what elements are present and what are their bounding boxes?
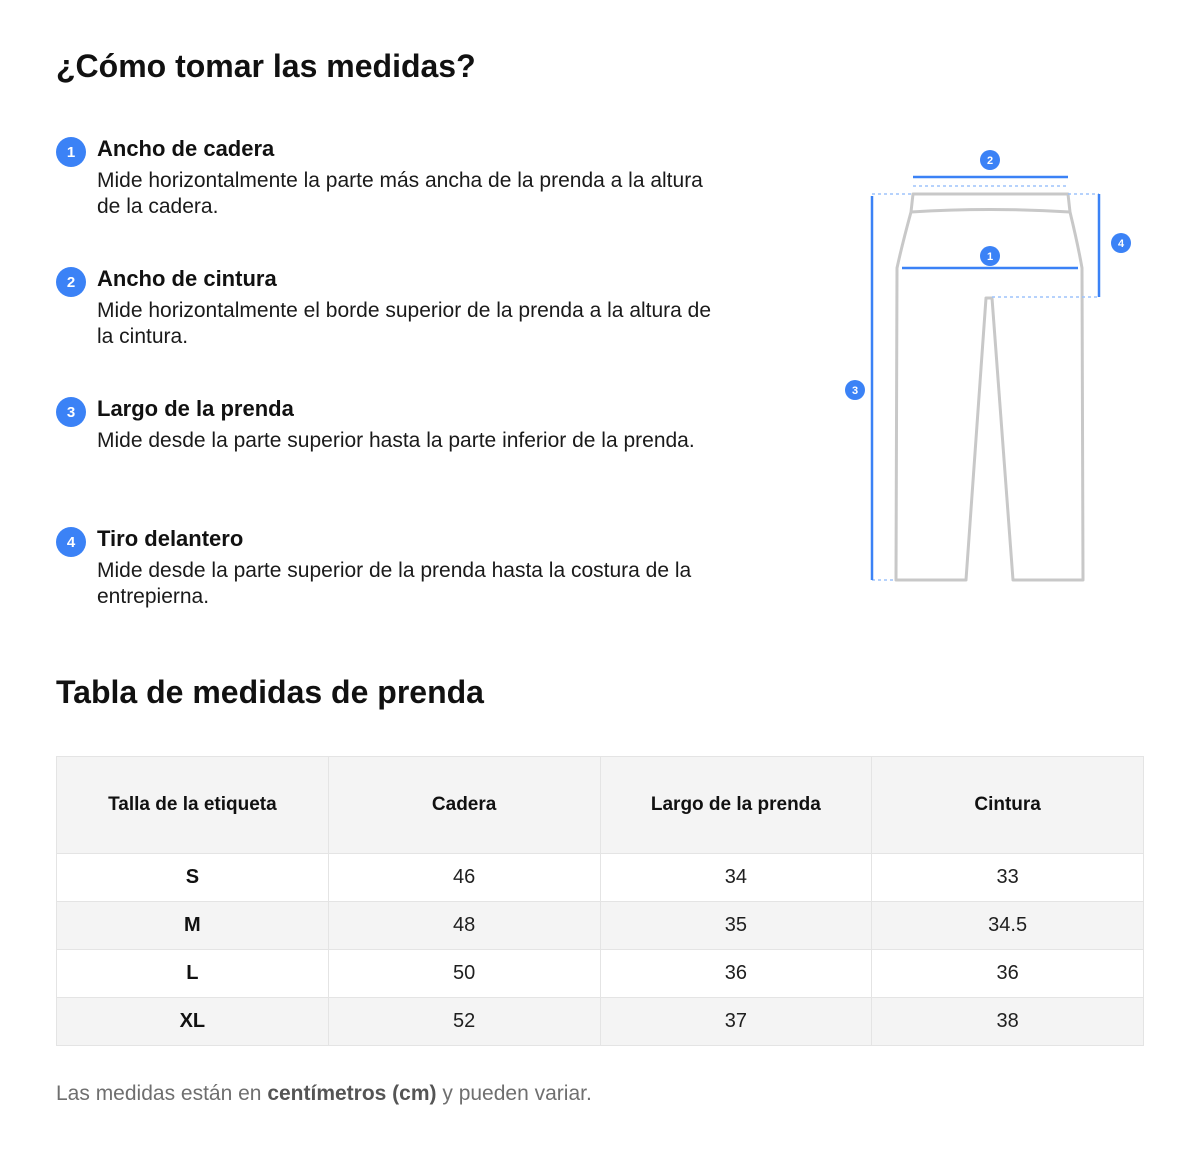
hip-cell: 48 [328,902,600,950]
step-number-badge: 4 [56,527,86,557]
marker-label: 3 [851,385,859,397]
header-hip: Cadera [328,757,600,854]
marker-label: 4 [1117,238,1125,250]
size-cell: M [57,902,329,950]
marker-waist [980,150,1000,170]
length-cell: 36 [600,950,872,998]
waist-cell: 34.5 [872,902,1144,950]
note-suffix: y pueden variar. [436,1082,592,1105]
table-header-row [57,757,1144,854]
length-cell: 37 [600,998,872,1046]
size-table-title: Tabla de medidas de prenda [56,674,484,710]
table-row [57,902,1144,950]
step-number-badge: 2 [56,267,86,297]
step-number-badge: 3 [56,397,86,427]
length-cell: 34 [600,854,872,902]
units-note [56,1082,592,1106]
table-row [57,998,1144,1046]
marker-hip [980,246,1000,266]
marker-rise [1111,233,1131,253]
size-cell: L [57,950,329,998]
waist-cell: 33 [872,854,1144,902]
hip-cell: 50 [328,950,600,998]
pants-measurement-diagram [840,140,1140,590]
measure-guide-title: ¿Cómo tomar las medidas? [56,48,476,84]
header-size-label: Talla de la etiqueta [57,757,329,854]
hip-cell: 46 [328,854,600,902]
guide-lines [872,186,1099,580]
size-cell: S [57,854,329,902]
waist-cell: 38 [872,998,1144,1046]
note-prefix: Las medidas están en [56,1082,268,1105]
step-title: Tiro delantero [97,526,244,551]
step-description: Mide horizontalmente el borde superior de la prenda a la altura de la cintura. [97,299,712,348]
marker-length [845,380,865,400]
step-number-badge: 1 [56,137,86,167]
marker-label: 1 [986,251,994,263]
step-title: Ancho de cadera [97,136,275,161]
header-length: Largo de la prenda [600,757,872,854]
hip-cell: 52 [328,998,600,1046]
marker-label: 2 [986,155,994,167]
length-cell: 35 [600,902,872,950]
step-description: Mide desde la parte superior de la prenda hasta la costura de la entrepierna. [97,559,692,608]
step-title: Ancho de cintura [97,266,277,291]
waist-cell: 36 [872,950,1144,998]
table-row [57,854,1144,902]
measurement-lines [872,177,1099,580]
note-units: centímetros (cm) [267,1082,437,1105]
step-description: Mide horizontalmente la parte más ancha de la prenda a la altura de la cadera. [97,169,703,218]
header-waist: Cintura [872,757,1144,854]
table-row [57,950,1144,998]
step-description: Mide desde la parte superior hasta la parte inferior de la prenda. [97,429,695,452]
size-cell: XL [57,998,329,1046]
step-title: Largo de la prenda [97,396,294,421]
size-table [56,756,1144,1046]
